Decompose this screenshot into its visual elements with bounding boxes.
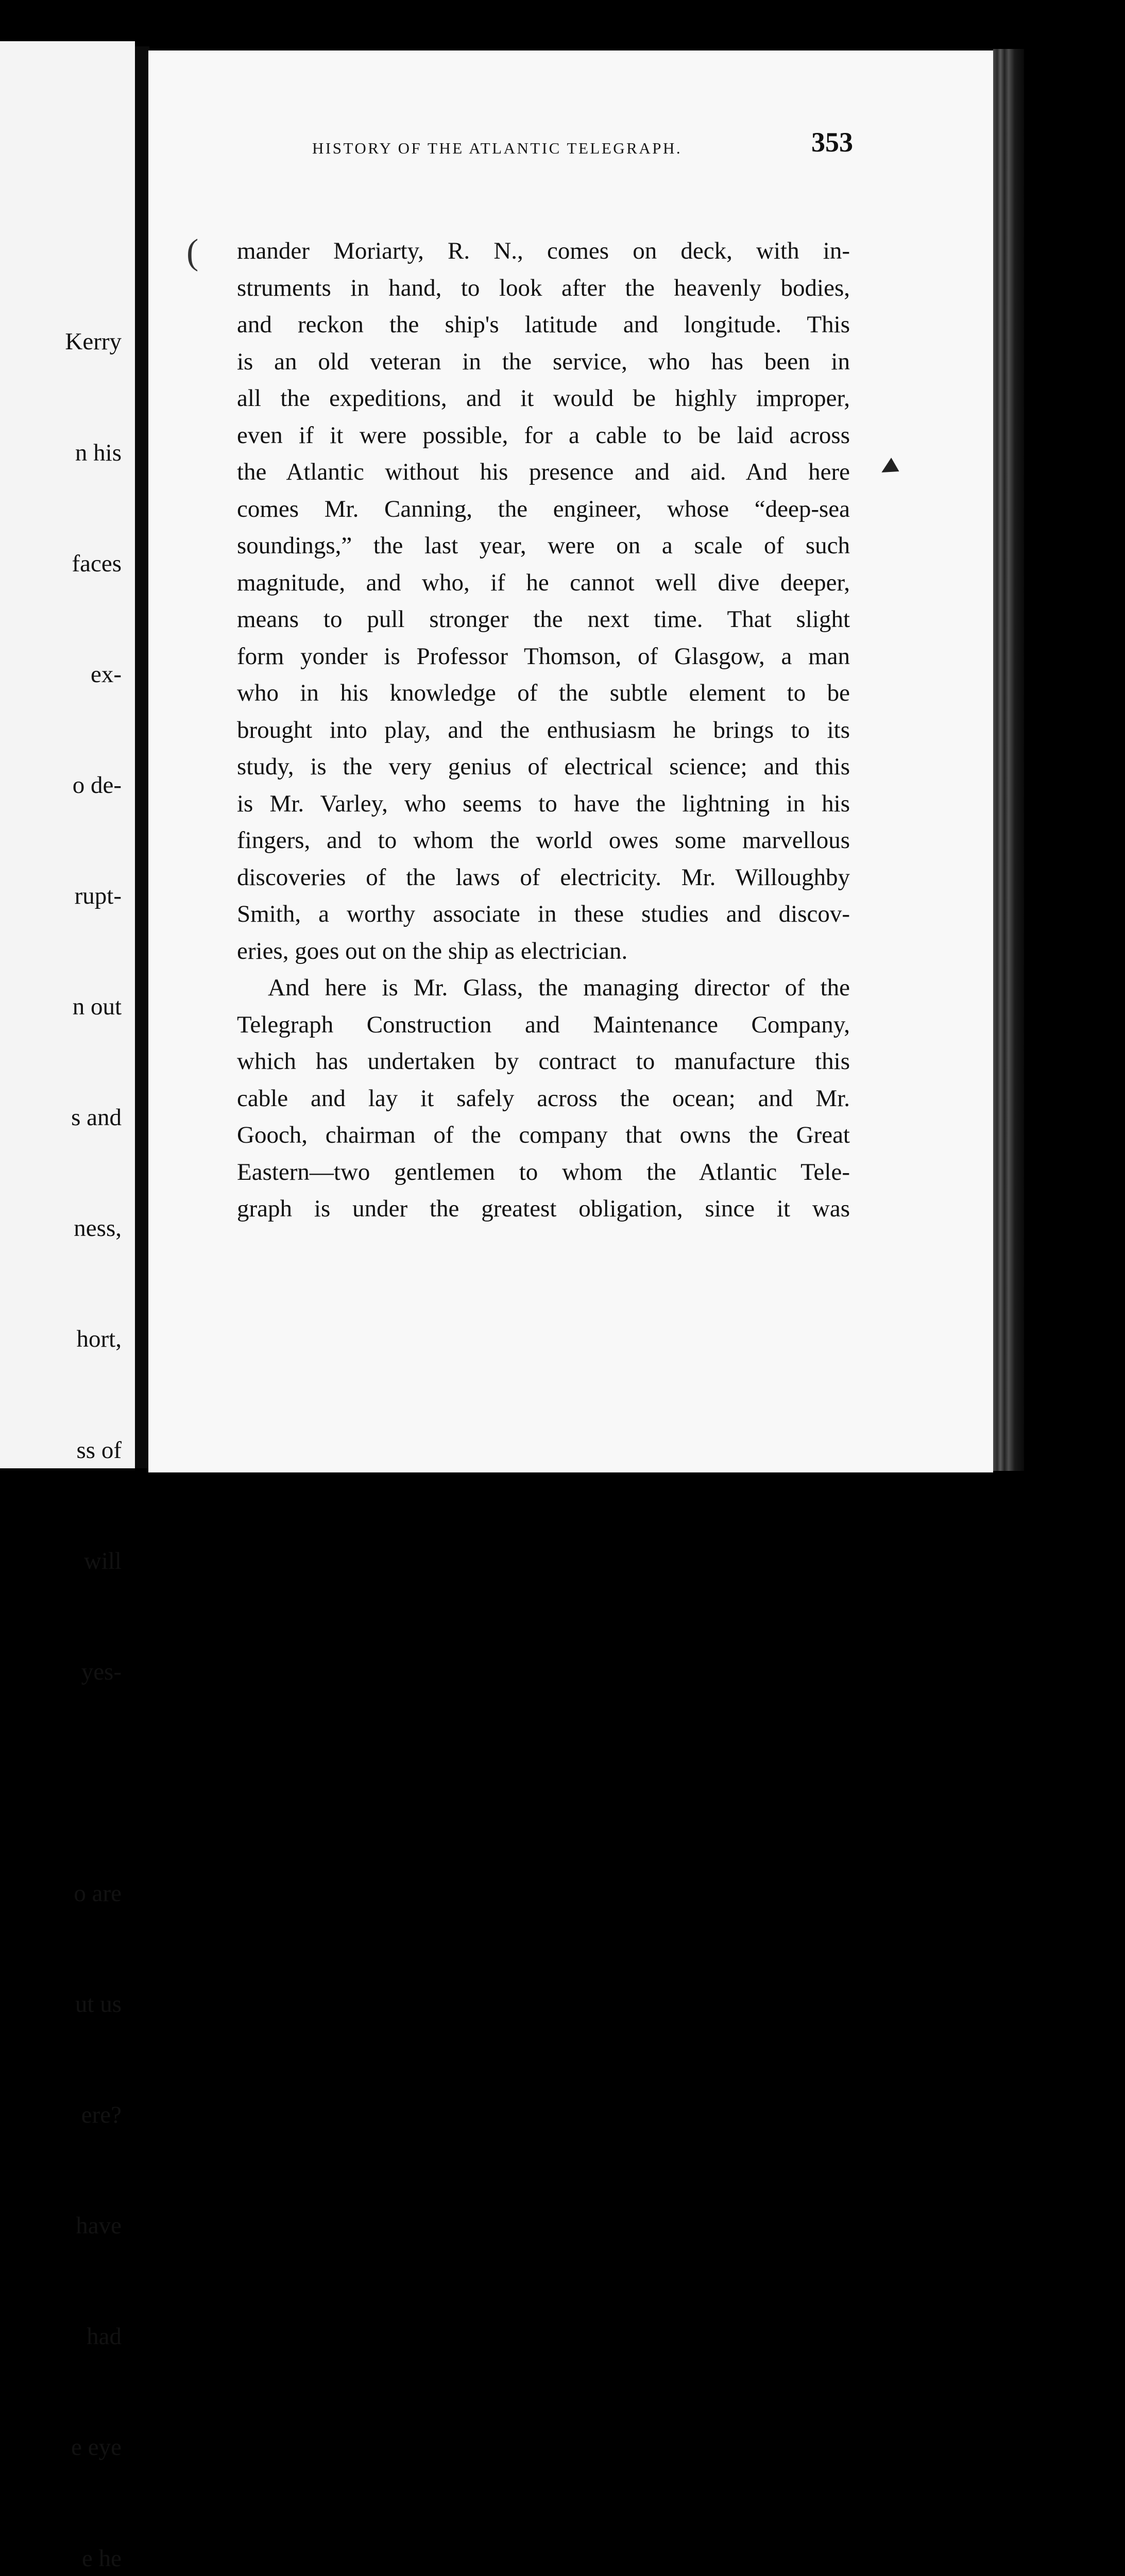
fragment-line: ss of — [76, 1436, 122, 1464]
running-title: HISTORY OF THE ATLANTIC TELEGRAPH. — [312, 139, 683, 157]
fragment-line: ere? — [81, 2102, 122, 2129]
fragment-line: Kerry — [65, 328, 122, 355]
fragment-line: will — [83, 1547, 122, 1574]
page-body — [237, 233, 850, 1228]
text-line: all the expeditions, and it would be highly improper, — [237, 385, 850, 412]
text-line: which has undertaken by contract to manufacture this — [237, 1048, 850, 1075]
fragment-line: ut us — [75, 1991, 122, 2018]
text-line: and reckon the ship's latitude and longitude. This — [237, 311, 850, 338]
fragment-line: hort, — [76, 1326, 122, 1353]
text-line: even if it were possible, for a cable to be laid across — [237, 421, 850, 449]
text-line: Eastern—two gentlemen to whom the Atlantic Tele- — [237, 1158, 850, 1185]
text-line: Gooch, chairman of the company that owns the Great — [237, 1122, 850, 1148]
fragment-line: o de- — [72, 771, 122, 799]
text-line: fingers, and to whom the world owes some marvellous — [237, 827, 850, 854]
text-line: struments in hand, to look after the heavenly bodies, — [237, 274, 850, 301]
text-line: And here is Mr. Glass, the managing director of the — [268, 974, 850, 1001]
text-line: discoveries of the laws of electricity. Mr. Willoughby — [237, 863, 850, 891]
page-number: 353 — [811, 127, 853, 158]
text-line: eries, goes out on the ship as electrician. — [237, 937, 628, 964]
paragraph-1 — [237, 233, 850, 970]
fragment-line: e he — [82, 2545, 122, 2572]
text-line: means to pull stronger the next time. That slight — [237, 606, 850, 633]
text-line: cable and lay it safely across the ocean; and Mr. — [237, 1084, 850, 1112]
paragraph-2 — [237, 970, 850, 1228]
text-line: soundings,” the last year, were on a scale of such — [237, 532, 850, 559]
fragment-line: rupt- — [74, 882, 122, 909]
fragment-line: ex- — [90, 660, 122, 688]
text-line: study, is the very genius of electrical science; and this — [237, 753, 850, 780]
page-edge-stack — [993, 49, 1024, 1471]
text-line: brought into play, and the enthusiasm he brings to its — [237, 716, 850, 743]
fragment-line: ness, — [74, 1215, 122, 1242]
previous-page — [0, 41, 135, 2572]
fragment-line: n his — [75, 439, 122, 466]
fragment-line: o are — [74, 1879, 122, 1907]
text-line: magnitude, and who, if he cannot well dive deeper, — [237, 569, 850, 596]
text-line: the Atlantic without his presence and aid. And here — [237, 459, 850, 485]
fragment-line: have — [76, 2212, 122, 2240]
margin-bracket-mark: ( — [186, 232, 199, 272]
text-line: who in his knowledge of the subtle element to be — [237, 680, 850, 706]
fragment-line: n out — [72, 993, 122, 1021]
previous-page-text-fragments — [62, 250, 122, 2576]
running-head — [163, 126, 853, 173]
text-line: is an old veteran in the service, who has been in — [237, 348, 850, 375]
fragment-line: faces — [72, 550, 122, 577]
text-line: is Mr. Varley, who seems to have the lightning in his — [237, 790, 850, 817]
text-line: graph is under the greatest obligation, since it was — [237, 1195, 850, 1222]
text-line: mander Moriarty, R. N., comes on deck, with in- — [237, 238, 850, 264]
text-line: form yonder is Professor Thomson, of Glasgow, a man — [237, 642, 850, 670]
text-line: Smith, a worthy associate in these studies and discov- — [237, 901, 850, 927]
fragment-line: e eye — [71, 2434, 122, 2461]
text-line: Telegraph Construction and Maintenance Company, — [237, 1011, 850, 1038]
fragment-line: s and — [71, 1104, 122, 1131]
fragment-line: had — [87, 2323, 122, 2350]
fragment-line: yes- — [81, 1658, 122, 1685]
ink-blot-mark: ◀ — [875, 453, 901, 482]
text-line: comes Mr. Canning, the engineer, whose “deep-sea — [237, 495, 850, 522]
fragment-line — [62, 1765, 122, 1802]
book-gutter — [135, 46, 149, 1468]
